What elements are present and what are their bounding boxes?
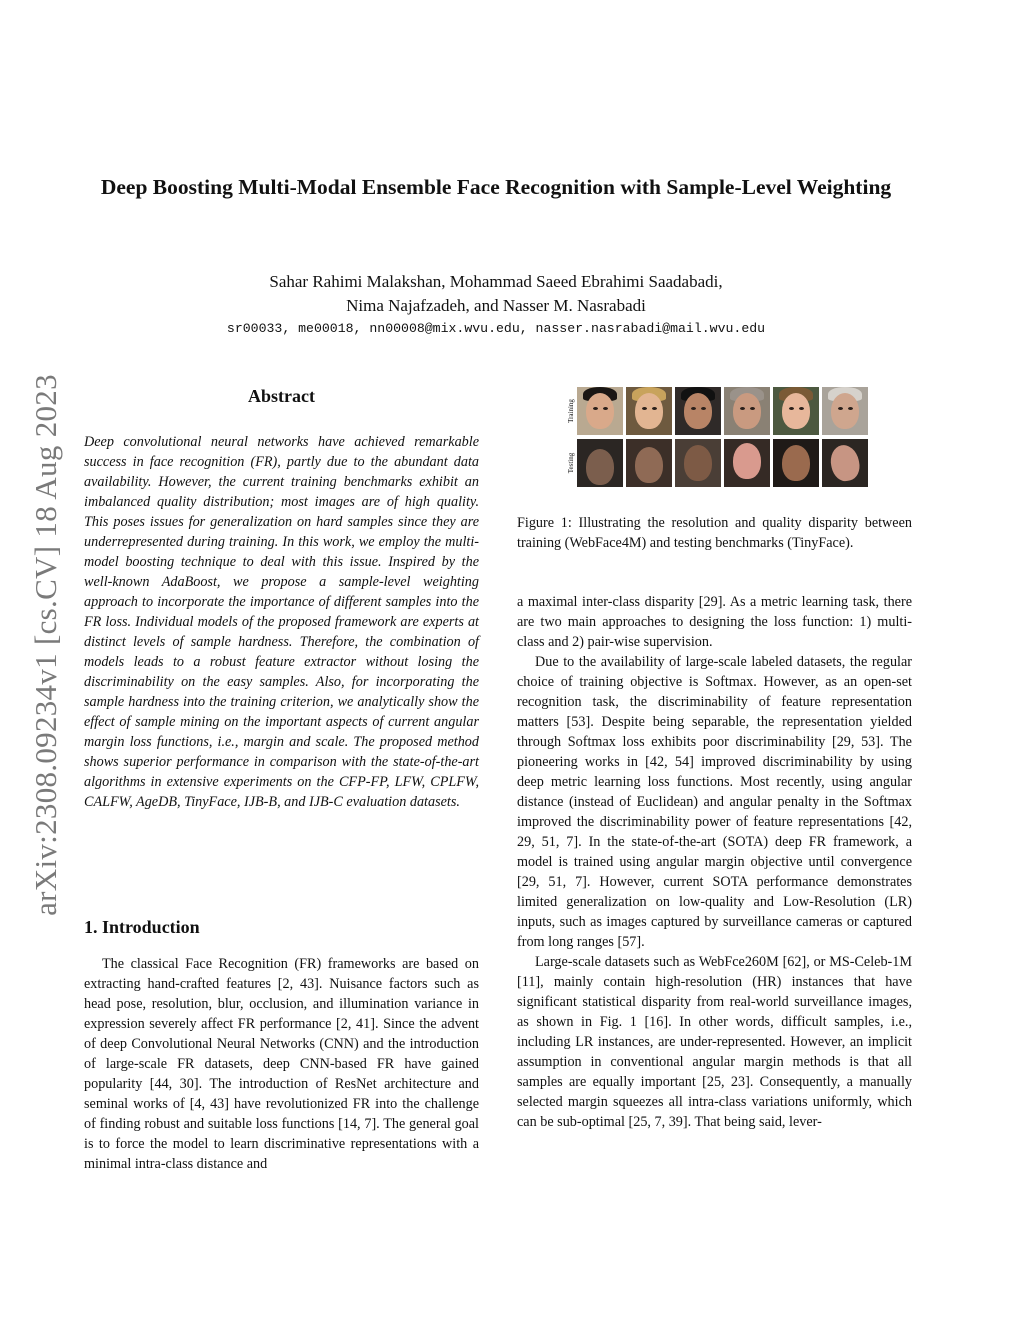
abstract-heading: Abstract — [248, 386, 315, 406]
testing-face-image — [773, 439, 819, 487]
training-face-image — [626, 387, 672, 435]
right-column — [517, 592, 912, 1132]
testing-face-image — [577, 439, 623, 487]
paper-title: Deep Boosting Multi-Modal Ensemble Face Recognition with Sample-Level Weighting — [100, 175, 892, 199]
author-list — [96, 270, 896, 318]
testing-faces-row — [577, 439, 868, 487]
training-face-image — [577, 387, 623, 435]
abstract-text: Deep convolutional neural networks have achieved remarkable success in face recognition (FR), partly due to the abundant data availability. However, the current training benchmarks exhibit an imbalanced quality distribution; most images are of high quality. This poses issues for generalization on hard samples since they are underrepresented during training. In this work, we employ the multi-model boosting technique to deal with this issue. Inspired by the well-known AdaBoost, we propose a sample-level weighting approach to incorporate the importance of different samples into the FR loss. Individual models of the proposed framework are experts at distinct levels of sample hardness. Therefore, the combination of models leads to a robust feature extractor without losing the discriminability on the easy samples. Also, for incorporating the sample hardness into the training criterion, we analytically show the effect of sample mining on the important aspects of current angular margin loss functions, i.e., margin and scale. The proposed method shows superior performance in comparison with the state-of-the-art algorithms in extensive experiments on the CFP-FP, LFW, CPLFW, CALFW, AgeDB, TinyFace, IJB-B, and IJB-C evaluation datasets. — [84, 434, 479, 810]
arxiv-id: arXiv:2308.09234v1 [cs.CV] 18 Aug 2023 — [28, 374, 63, 916]
training-face-image — [675, 387, 721, 435]
training-face-image — [724, 387, 770, 435]
figure-caption: Figure 1: Illustrating the resolution and quality disparity between training (WebFace4M) and testing benchmarks (TinyFace). — [517, 515, 912, 551]
figure-label-training: Training — [567, 399, 575, 423]
authors-line-2: Nima Najafzadeh, and Nasser M. Nasrabadi — [346, 296, 646, 315]
testing-face-image — [675, 439, 721, 487]
intro-text: The classical Face Recognition (FR) frameworks are based on extracting hand-crafted features [2, 43]. Nuisance factors such as head pose, resolution, blur, occlusion, and illumination variance in expression severely affect FR performance [2, 41]. Since the advent of deep Convolutional Neural Networks (CNN) and the introduction of large-scale FR datasets, deep CNN-based FR have gained popularity [44, 30]. The introduction of ResNet architecture and seminal works of [4, 43] have revolutionized FR into the challenge of finding robust and suitable loss functions [14, 7]. The general goal is to force the model to learn discriminative representations with a minimal intra-class distance and — [84, 956, 479, 1172]
training-face-image — [773, 387, 819, 435]
testing-face-image — [626, 439, 672, 487]
training-face-image — [822, 387, 868, 435]
figure-1 — [565, 385, 875, 489]
figure-label-testing: Testing — [567, 452, 575, 474]
paragraph: Large-scale datasets such as WebFce260M [62], or MS-Celeb-1M [11], mainly contain high-resolution (HR) instances that have significant statistical disparity from real-world surveillance images, as shown in Fig. 1 [16]. In other words, difficult samples, i.e., including LR instances, are under-represented. However, an implicit assumption in conventional angular margin methods is that all samples are equally important [25, 23]. Consequently, a manually selected margin squeezes all intra-class variations uniformly, which can be sub-optimal [25, 7, 39]. That being said, lever- — [517, 954, 912, 1130]
authors-line-1: Sahar Rahimi Malakshan, Mohammad Saeed Ebrahimi Saadabadi, — [269, 272, 723, 291]
testing-face-image — [822, 439, 868, 487]
arxiv-stamp — [26, 345, 66, 945]
paragraph: Due to the availability of large-scale labeled datasets, the regular choice of training objective is Softmax. However, as an open-set recognition task, the discriminability of feature representation matters [53]. Despite being separable, the representation yielded through Softmax loss exhibits poor discriminability [29, 53]. The pioneering works in [42, 54] improved discriminability by using deep metric learning loss functions. Most recently, using angular distance (instead of Euclidean) and angular penalty in the Softmax improved the discriminability power of feature representations [42, 29, 51, 7]. In the state-of-the-art (SOTA) deep FR framework, a model is trained using angular margin objective until convergence [29, 51, 7]. However, current SOTA performance demonstrates limited generalization on low-quality and Low-Resolution (LR) inputs, such as images captured by surveillance cameras or captured from long ranges [57]. — [517, 654, 912, 950]
paragraph: a maximal inter-class disparity [29]. As a metric learning task, there are two main approaches to designing the loss function: 1) multi-class and 2) pair-wise supervision. — [517, 594, 912, 650]
testing-face-image — [724, 439, 770, 487]
author-emails: sr00033, me00018, nn00008@mix.wvu.edu, nasser.nasrabadi@mail.wvu.edu — [226, 321, 766, 336]
intro-heading: 1. Introduction — [84, 917, 200, 937]
training-faces-row — [577, 387, 868, 435]
